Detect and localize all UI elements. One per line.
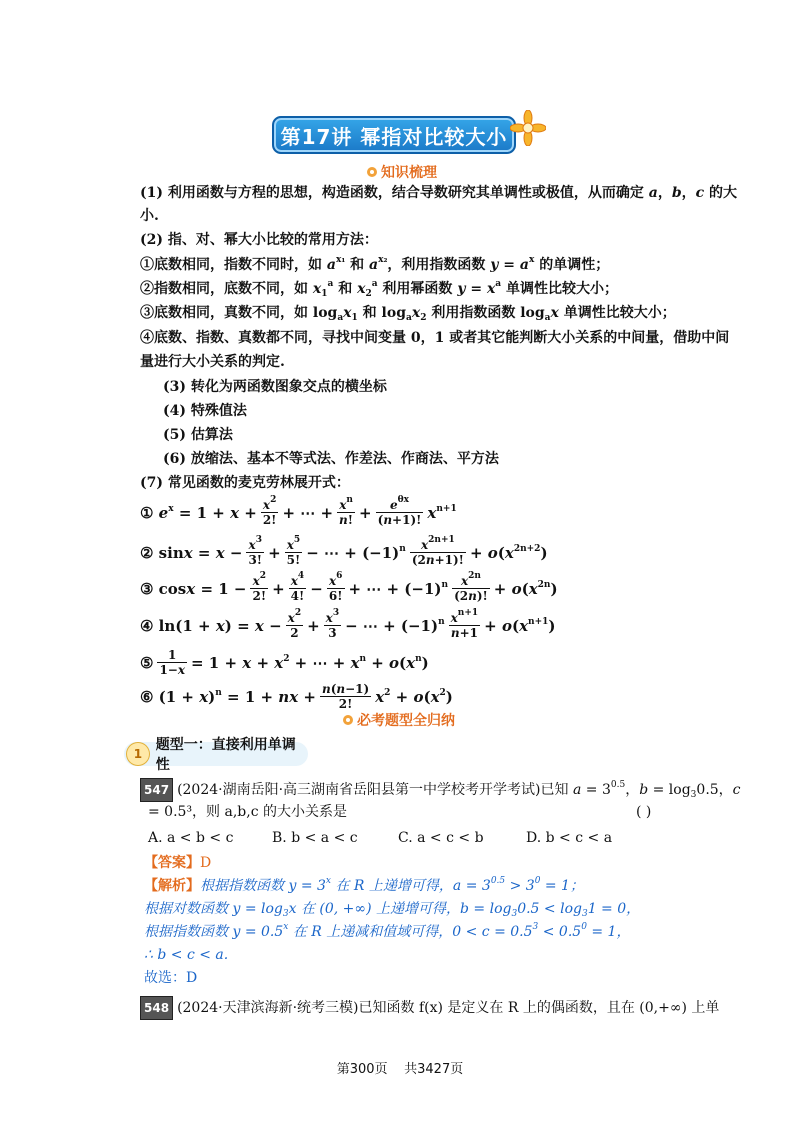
question-547: 547 (2024·湖南岳阳·高三湖南省岳阳县第一中学校考开学考试)已知 $a = 3^{0.5}$，$b = \log_30.5$，c [140, 778, 741, 802]
analysis-conclusion: 故选：D [144, 970, 198, 986]
question-type-1 [124, 737, 308, 773]
option-a: A. a < b < c [148, 830, 234, 846]
type-number-badge: 1 [126, 742, 150, 766]
analysis-step-3: 根据指数函数 $y = 0.5^x$ 在 R 上递减和值域可得，$0 < c = 0.5^3 < 0.5^0 = 1$， [144, 922, 631, 940]
total-pages: 共3427页 [404, 1062, 464, 1077]
type-label: 题型一：直接利用单调性 [155, 737, 296, 773]
method-2: ②指数相同，底数不同，如 $x_1^a$ 和 $x_2^a$ 利用幂函数 $y = x^a$ 单调性比较大小； [140, 279, 619, 299]
knowledge-p5: (5) 估算法 [163, 427, 233, 443]
knowledge-p1-cont: 小. [140, 208, 159, 224]
option-b: B. b < a < c [272, 830, 358, 846]
knowledge-p4: (4) 特殊值法 [163, 403, 247, 419]
formula-binomial: ⑥ $(1 + x)^n = 1$ + nx + $\frac{n(n-1)}{2!}$ $x^2 + o(x^2)$ [140, 682, 453, 711]
method-4-cont: 量进行大小关系的判定. [140, 354, 285, 370]
flower-icon [342, 714, 354, 726]
formula-sin: ② sinx = x − $\frac{x^3}{3!}$ + $\frac{x^5}{5!}$ − ⋯ + $(-1)^n$ $\frac{x^{2n+1}}{(2n+1)!}$ + $o(x^{2n+2})$ [140, 535, 548, 567]
answer-paren: ( ) [636, 804, 652, 820]
question-number: 548 [140, 996, 173, 1020]
formula-geometric: ⑤ $\frac{1}{1-x}$ = $1 + x + x^2$ + ⋯ + $x^n + o(x^n)$ [140, 648, 429, 677]
section-types-header: 必考题型全归纳 [342, 710, 455, 730]
knowledge-p2: (2) 指、对、幂大小比较的常用方法： [140, 232, 378, 248]
page-title: 第17讲 幂指对比较大小 [272, 116, 516, 154]
analysis-step-4: ∴ b < c < a. [144, 947, 229, 963]
analysis-step-1: 【解析】根据指数函数 $y = 3^x$ 在 R 上递增可得，$a = 3^{0.5} > 3^0 = 1$； [144, 876, 584, 894]
page-number: 第300页 [336, 1062, 388, 1077]
formula-exp: ① $e^x = 1 + x$ + $\frac{x^2}{2!}$ + ⋯ + $\frac{x^n}{n!}$ + $\frac{e^{\theta x}}{(n+1)!}$ $x^{n+1}$ [140, 495, 457, 527]
question-number: 547 [140, 778, 173, 802]
knowledge-p7: (7) 常见函数的麦克劳林展开式： [140, 475, 350, 491]
option-c: C. a < c < b [398, 830, 484, 846]
knowledge-p6: (6) 放缩法、基本不等式法、作差法、作商法、平方法 [163, 451, 499, 467]
analysis-step-2: 根据对数函数 $y = \log_3x$ 在 (0, +∞) 上递增可得，$b = \log_30.5 < \log_31 = 0$， [144, 901, 641, 919]
method-3: ③底数相同，真数不同，如 $\log_ax_1$ 和 $\log_ax_2$ 利用指数函数 $\log_ax$ 单调性比较大小； [140, 305, 676, 323]
formula-ln: ④ ln(1 + x) = x − $\frac{x^2}{2}$ + $\frac{x^3}{3}$ − ⋯ + $(-1)^n$ $\frac{x^{n+1}}{n+1}$ + $o(x^{n+1})$ [140, 608, 556, 640]
method-4: ④底数、指数、真数都不同，寻找中间变量 0，1 或者其它能判断大小关系的中间量，借助中间 [140, 330, 730, 346]
section-knowledge-header: 知识梳理 [366, 162, 437, 182]
page-footer [0, 1058, 800, 1077]
flower-icon [366, 166, 378, 178]
method-1: ①底数相同，指数不同时，如 $a^{x_1}$ 和 $a^{x_2}$，利用指数函数 $y = a^x$ 的单调性； [140, 255, 610, 273]
option-d: D. b < c < a [526, 830, 613, 846]
question-548: 548 (2024·天津滨海新·统考三模)已知函数 f(x) 是定义在 R 上的偶函数，且在 (0,+∞) 上单 [140, 996, 719, 1020]
question-547-cont: = 0.5³，则 a,b,c 的大小关系是 [148, 804, 348, 820]
knowledge-p1: (1) 利用函数与方程的思想，构造函数，结合导数研究其单调性或极值，从而确定 a，b，c 的大 [140, 185, 738, 201]
star-decoration-icon [510, 110, 546, 146]
knowledge-p3: (3) 转化为两函数图象交点的横坐标 [163, 379, 387, 395]
answer-line: 【答案】D [144, 855, 212, 871]
formula-cos: ③ cosx = 1 − $\frac{x^2}{2!}$ + $\frac{x^4}{4!}$ − $\frac{x^6}{6!}$ + ⋯ + $(-1)^n$ $\frac{x^{2n}}{(2n)!}$ + $o(x^{2n})$ [140, 571, 558, 603]
